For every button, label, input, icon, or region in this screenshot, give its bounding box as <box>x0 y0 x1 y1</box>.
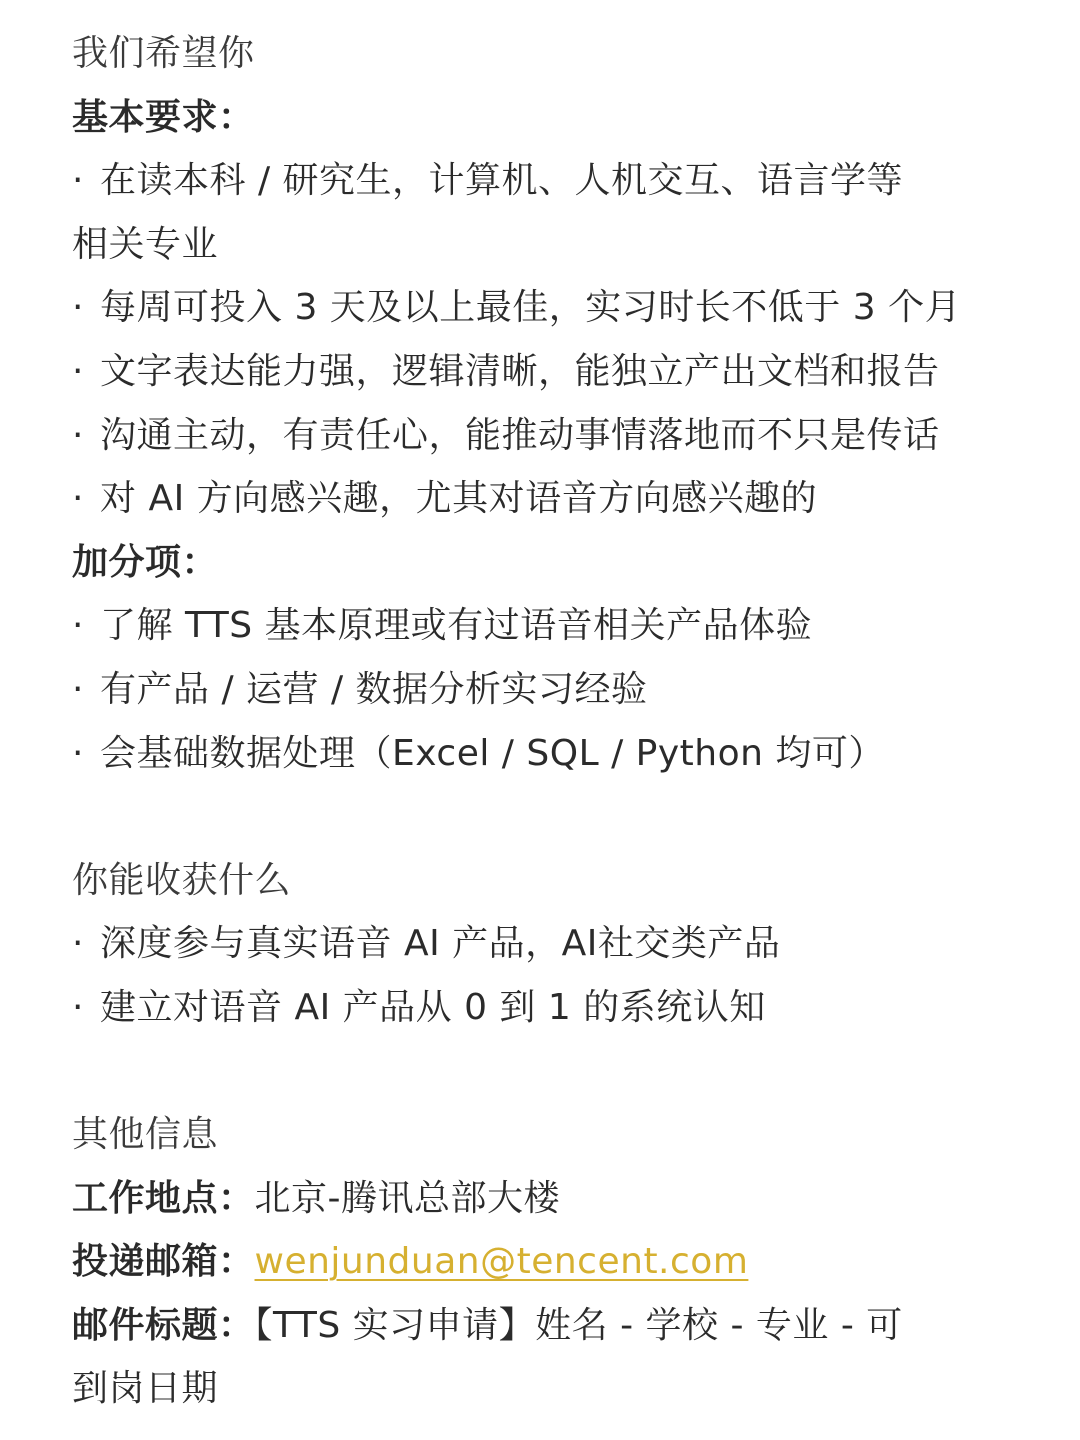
list-item <box>72 976 1032 1040</box>
list-item <box>72 722 1032 786</box>
list-item <box>72 404 1032 468</box>
list-item-text: 对 AI 方向感兴趣，尤其对语音方向感兴趣的 <box>100 478 818 520</box>
email-link[interactable]: wenjunduan@tencent.com <box>254 1241 749 1283</box>
list-item-text: 会基础数据处理（Excel / SQL / Python 均可） <box>100 732 885 774</box>
list-item-text: 了解 TTS 基本原理或有过语音相关产品体验 <box>100 605 813 647</box>
subject-value: 【TTS 实习申请】姓名 - 学校 - 专业 - 可 <box>254 1304 903 1346</box>
subject-row <box>72 1294 1032 1358</box>
bullet-icon: · <box>72 605 84 647</box>
bullet-icon: · <box>72 732 84 774</box>
requirements-title: 我们希望你 <box>72 33 255 74</box>
job-post-content <box>72 22 1032 1421</box>
subject-label: 邮件标题： <box>72 1304 255 1346</box>
list-item-continuation: 相关专业 <box>72 223 219 265</box>
email-label: 投递邮箱： <box>72 1241 255 1283</box>
list-item <box>72 467 1032 531</box>
list-item <box>72 276 1032 340</box>
list-item <box>72 912 1032 976</box>
bullet-icon: · <box>72 986 84 1028</box>
other-info-title: 其他信息 <box>72 1114 219 1156</box>
list-item-text: 深度参与真实语音 AI 产品，AI社交类产品 <box>100 923 781 965</box>
list-item <box>72 149 1032 213</box>
email-row <box>72 1230 1032 1294</box>
location-value: 北京-腾讯总部大楼 <box>254 1177 561 1219</box>
list-item <box>72 594 1032 658</box>
bullet-icon: · <box>72 923 84 965</box>
location-label: 工作地点： <box>72 1177 255 1219</box>
list-item-text: 文字表达能力强，逻辑清晰，能独立产出文档和报告 <box>100 350 940 392</box>
gains-title: 你能收获什么 <box>72 859 292 901</box>
bonus-heading: 加分项： <box>72 541 219 583</box>
list-item <box>72 658 1032 722</box>
subject-value-continuation: 到岗日期 <box>72 1368 219 1410</box>
list-item-text: 沟通主动，有责任心，能推动事情落地而不只是传话 <box>100 414 940 456</box>
list-item-text: 在读本科 / 研究生，计算机、人机交互、语言学等 <box>100 160 904 202</box>
spacer <box>72 1040 1032 1104</box>
location-row <box>72 1167 1032 1231</box>
basic-requirements-heading: 基本要求： <box>72 96 255 138</box>
list-item-text: 每周可投入 3 天及以上最佳，实习时长不低于 3 个月 <box>100 287 962 329</box>
list-item-text: 有产品 / 运营 / 数据分析实习经验 <box>100 668 648 710</box>
bullet-icon: · <box>72 414 84 456</box>
list-item-text: 建立对语音 AI 产品从 0 到 1 的系统认知 <box>100 986 766 1028</box>
list-item <box>72 340 1032 404</box>
bullet-icon: · <box>72 478 84 520</box>
bullet-icon: · <box>72 160 84 202</box>
spacer <box>72 785 1032 849</box>
bullet-icon: · <box>72 668 84 710</box>
bullet-icon: · <box>72 350 84 392</box>
bullet-icon: · <box>72 287 84 329</box>
